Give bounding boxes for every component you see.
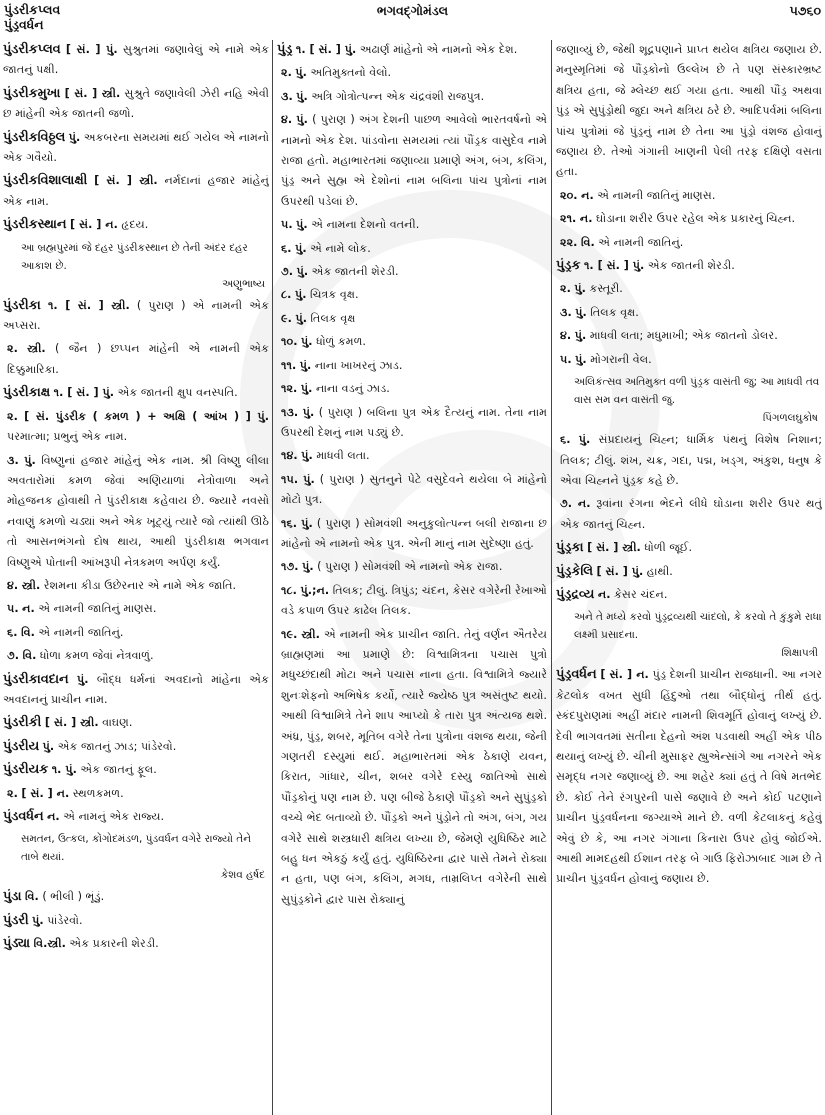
headword: પુંડ્રવર્ધન bbox=[556, 667, 597, 683]
sense-number: ૧૩. bbox=[281, 405, 299, 419]
page-title: ભગવદ્ગોમંડલ bbox=[376, 3, 449, 18]
entry-sense bbox=[3, 599, 269, 619]
sense-number: ૩. bbox=[7, 453, 19, 467]
dictionary-entry bbox=[3, 383, 269, 403]
citation-source: અણુભાષ્ય bbox=[222, 277, 265, 290]
sense-number: ૫. bbox=[7, 602, 19, 616]
grammar-label: પું. bbox=[32, 913, 44, 927]
column-1 bbox=[3, 40, 269, 1115]
grammar-label: [ સં. ] ન. bbox=[600, 668, 649, 682]
sense-number: ૪. bbox=[281, 113, 293, 127]
headword: પુંડરીકવિશાલાક્ષી bbox=[3, 173, 88, 189]
definition-text: પરમાત્મા; પ્રભુનું એક નામ. bbox=[7, 430, 128, 444]
entry-sense bbox=[277, 215, 547, 235]
definition-text: નાના ખાખરનું ઝાડ. bbox=[314, 358, 403, 372]
dictionary-entry bbox=[3, 128, 269, 169]
definition-text: સંપ્રદાયનું ચિહ્ન; ધાર્મિક પંથનું વિશેષ નિશાન; તિલક; ટીલું. શંખ, ચક્ર, ગદા, પદ્મ, ખડ્ગ, અંકુશ, ધનુષ કે એવા ચિહ્નને પુંડ્રક કહે છે. bbox=[560, 433, 822, 487]
definition-text: ( પુરાણ ) બલિના પુત્ર એક દૈત્યનું નામ. તેના નામ ઉપરથી દેશનું નામ પડ્યું છે. bbox=[281, 405, 547, 439]
grammar-label: પું. bbox=[296, 265, 309, 279]
headword: પુંડરી bbox=[3, 912, 29, 928]
grammar-label: સ્ત્રી. bbox=[27, 342, 46, 356]
grammar-label: પું. bbox=[76, 672, 89, 686]
entry-sense bbox=[556, 303, 822, 323]
definition-text: ધોળું કમળ. bbox=[316, 335, 366, 349]
sense-number: ૭. bbox=[7, 649, 20, 663]
definition-text: રૂવાંના રંગના ભેદને લીધે ઘોડાના શરીર ઉપર થતું એક જાતનું ચિહ્ન. bbox=[560, 497, 822, 531]
definition-text: ચિત્રક વૃક્ષ. bbox=[310, 288, 359, 302]
definition-text: એ નામની એક પ્રાચીન જાતિ. તેનું વર્ણન ઐતરેય બ્રાહ્મણમાં આ પ્રમાણે છે: વિશ્વામિત્રના પચાસ પુત્રો મધુચ્છંદાથી મોટા અને પચાસ નાના હતા. વિશ્વામિત્રે જ્યારે શુનઃશેફનો અભિષેક કર્યો, ત્યારે જ્યેષ્ઠ પુત્ર અસંતુષ્ટ થયો. આથી વિશ્વામિત્રે તેને શાપ આપ્યો કે તારા પુત્ર અંત્યજ થશે. અંધ્ર, પુંડ્ર, શબર, મૂતિબ વગેરે તેના પુત્રોના વંશજ થયા, જેની ગણતરી દસ્યુમાં થઈ. મહાભારતમાં એક ઠેકાણે યવન, કિરાત, ગાંધાર, ચીન, શબર વગેરે દસ્યુ જાતિઓ સાથે પૌંડ્રકોનું પણ નામ છે. પણ બીજે ઠેકાણે પૌંડ્રકો અને સુપુંડ્રકો વચ્ચે ભેદ બતાવ્યો છે. પૌંડ્રકો અને પુંડ્રોને તો અંગ, બંગ, ગય વગેરે સાથે શસ્ત્રધારી ક્ષત્રિય લખ્યા છે, જેમણે યુધિષ્ઠિર માટે બહુ ધન એકઠું કર્યું હતું. યુધિષ્ઠિરના દ્વાર પાસે તેમને રોક્યા ન હતા, પણ બંગ, કલિંગ, મગધ, તામ્રલિપ્ત વગેરેની સાથે સુપુંડ્રકોને દ્વાર પાસ રોક્યાનું bbox=[281, 627, 547, 906]
sense-number: ૨૧. bbox=[560, 212, 577, 226]
sense-number: ૨. bbox=[281, 66, 292, 80]
headword: પુંડ્રદ્રવ્ય bbox=[556, 586, 595, 602]
definition-text: એ નામની જાતિનું. bbox=[598, 235, 684, 249]
sense-number: ૮. bbox=[281, 288, 292, 302]
grammar-label: પું. bbox=[301, 449, 313, 463]
sense-number: ૪. bbox=[7, 578, 19, 592]
entry-sense bbox=[556, 186, 822, 206]
definition-text: ( પુરાણ ) સોમવંશી એ નામનો એક રાજા. bbox=[317, 560, 503, 574]
definition-text: તિલક વૃક્ષ. bbox=[590, 305, 639, 319]
sense-number: ૬. bbox=[7, 625, 18, 639]
grammar-label: ન. bbox=[581, 188, 594, 202]
citation-quote bbox=[3, 830, 269, 884]
grammar-label: વિ. bbox=[21, 625, 35, 639]
grammar-label: પું. bbox=[301, 516, 313, 530]
dictionary-entry bbox=[3, 171, 269, 212]
definition-text: એ નામની જાતિનું માણસ. bbox=[597, 188, 716, 202]
headword: પુંડ્યા bbox=[3, 936, 31, 952]
entry-sense bbox=[277, 239, 547, 259]
definition-text: એક જાતની શેરડી. bbox=[647, 259, 735, 273]
entry-sense bbox=[277, 379, 547, 399]
entry-sense bbox=[556, 209, 822, 229]
definition-text: કેસર ચંદન. bbox=[614, 587, 668, 601]
entry-sense bbox=[3, 407, 269, 448]
grammar-label: પું. bbox=[295, 66, 307, 80]
grammar-label: [ સં. ] સ્ત્રી. bbox=[64, 86, 121, 100]
grammar-label: પું. bbox=[303, 472, 315, 486]
sense-number: ૧૪. bbox=[281, 449, 298, 463]
citation-text: અને તે મધ્યે કરવો પુંડ્રદ્રવ્યથી ચાંદલો, કે કરવો તે કુંકુમે રાધા લક્ષ્મી પ્રસાદના. bbox=[574, 611, 822, 642]
sense-number: ૯. bbox=[281, 311, 292, 325]
sense-number: ૨. bbox=[7, 342, 18, 356]
column-divider bbox=[272, 40, 273, 1115]
entry-sense bbox=[556, 326, 822, 346]
grammar-label: ૧. [ સં. ] સ્ત્રી. bbox=[47, 298, 130, 312]
grammar-label: ૧. [ સં. ] પું. bbox=[53, 386, 115, 400]
definition-text: એ નામનું એક રાજ્ય. bbox=[63, 810, 165, 823]
entry-sense bbox=[277, 581, 547, 622]
definition-text: નાના વડનું ઝાડ. bbox=[315, 382, 390, 396]
dictionary-entry bbox=[3, 84, 269, 125]
citation-quote bbox=[556, 608, 822, 662]
headword: પુંડરીકાક્ષ bbox=[3, 385, 51, 401]
definition-text: એ નામે લોક. bbox=[310, 241, 371, 255]
grammar-label: પું. bbox=[575, 305, 587, 319]
grammar-label: પું. bbox=[301, 335, 313, 349]
grammar-label: વિ.સ્ત્રી. bbox=[33, 937, 66, 951]
headword: પુંડરીકાવદાન bbox=[3, 671, 69, 687]
grammar-label: પું. bbox=[302, 405, 315, 419]
definition-text: હૃદય. bbox=[121, 218, 149, 232]
grammar-label: પું. bbox=[295, 311, 307, 325]
headword: પુંડરીકપ્લવ bbox=[3, 42, 61, 57]
citation-source: શિક્ષાપત્રી bbox=[781, 647, 818, 660]
definition-text: એ નામના દેશનો વતની. bbox=[311, 218, 420, 232]
sense-number: ૧૭. bbox=[281, 560, 299, 574]
headword: પુંડા bbox=[3, 889, 22, 905]
grammar-label: પું. bbox=[296, 89, 308, 103]
sense-number: ૨. bbox=[7, 409, 18, 423]
definition-text: એક જાતની ક્ષુપ વનસ્પતિ. bbox=[117, 386, 238, 400]
page-number: ૫૭૬૦ bbox=[789, 3, 821, 18]
headword: પુંડવર્ધન bbox=[3, 809, 44, 824]
entry-continuation bbox=[556, 40, 822, 183]
citation-text: સમતન, ઉત્કલ, કોંગોદમંડળ, પુંડવર્ધન વગેરે રાજ્યો તેને તાબે થયાં. bbox=[21, 833, 251, 864]
definition-text: તિલક વૃક્ષ bbox=[310, 311, 356, 325]
headword: પુંડરીકમુખા bbox=[3, 85, 61, 101]
grammar-label: ન. bbox=[577, 497, 591, 511]
definition-text: બૌદ્ધ ધર્મનાં અવદાનો માંહેના એક અવદાનનું પ્રાચીન નામ. bbox=[3, 672, 269, 706]
dictionary-entry bbox=[3, 40, 269, 81]
definition-text: એક જાતનું ઝાડ; પાંડેરવો. bbox=[57, 739, 177, 753]
grammar-label: સ્ત્રી. bbox=[21, 578, 41, 592]
definition-text: તિલક; ટીલું. ત્રિપુંડ; ચંદન, કેસર વગેરેની રેખાઓ વડે કપાળ ઉપર કાઢેલ તિલક. bbox=[281, 583, 547, 618]
sense-number: ૧૮. bbox=[281, 583, 297, 597]
dictionary-entry bbox=[556, 562, 822, 582]
entry-sense bbox=[556, 350, 822, 370]
sense-number: ૧૨. bbox=[281, 382, 298, 396]
dictionary-columns bbox=[0, 40, 825, 1115]
grammar-label: વિ. bbox=[580, 235, 595, 249]
dictionary-entry bbox=[277, 40, 547, 60]
definition-text: નર્મદાનાં હજાર માંહેનું એક નામ. bbox=[3, 174, 269, 208]
dictionary-entry bbox=[3, 807, 269, 827]
dictionary-entry bbox=[3, 887, 269, 907]
citation-source: પિંગળલઘુકોષ bbox=[762, 412, 818, 425]
sense-number: ૭. bbox=[281, 265, 294, 279]
grammar-label: ૧. પું. bbox=[51, 763, 77, 777]
entry-sense bbox=[277, 514, 547, 555]
entry-sense bbox=[277, 557, 547, 577]
grammar-label: [ સં. ] ન. bbox=[70, 218, 118, 232]
dictionary-entry bbox=[556, 538, 822, 558]
definition-text: વિષ્ણુનાં હજાર માંહેનું એક નામ. શ્રી વિષ્ણુ લીલા અવતારોમાં કમળ જેવાં અણિયાળાં નેત્રોવાળા અને મોહજનક હોવાથી તે પુંડરીકાક્ષ કહેવાય છે. જ્યારે નવસો નવાણું કમળો ચડ્યાં અને એક ખૂટ્યું ત્યારે જો ત્યાંથી ઊઠે તો આસનભંગનો દોષ થાય, આથી પુંડરીકાક્ષ ભગવાન વિષ્ણુએ પોતાની આંખરૂપી નેત્રકમળ અર્પણ કર્યું. bbox=[7, 453, 269, 569]
entry-sense bbox=[556, 279, 822, 299]
headword: પુંડ્રકેલિ bbox=[556, 563, 593, 579]
headword: પુંડરીય bbox=[3, 738, 40, 754]
entry-sense bbox=[3, 339, 269, 380]
guide-word-last: પુંડ્રવર્ધન bbox=[4, 17, 44, 32]
citation-quote bbox=[3, 239, 269, 293]
grammar-label: પું. bbox=[578, 433, 591, 447]
definition-text: અકબરના સમયમાં થઈ ગયેલ એ નામનો એક ગવૈયો. bbox=[3, 130, 269, 165]
headword: પુંડ્ર bbox=[277, 42, 293, 57]
sense-number: ૬. bbox=[560, 433, 571, 447]
sense-number: ૩. bbox=[281, 89, 293, 103]
dictionary-entry bbox=[3, 760, 269, 780]
definition-text: એક જાતની શેરડી. bbox=[311, 265, 399, 279]
definition-text: સુશ્રુતે જણાવેલી ઝેરી નહિ એવી છ માંહેની એક જાતની જળો. bbox=[3, 86, 269, 121]
definition-text: અઢાર્ણ માંહેનો એ નામનો એક દેશ. bbox=[359, 43, 518, 56]
definition-text: સ્થળકમળ. bbox=[72, 786, 124, 800]
definition-text: પાંડેરવો. bbox=[47, 913, 83, 927]
page-header bbox=[0, 0, 825, 38]
dictionary-entry bbox=[3, 911, 269, 931]
entry-sense bbox=[556, 233, 822, 253]
entry-sense bbox=[3, 646, 269, 666]
entry-sense bbox=[277, 87, 547, 107]
entry-sense bbox=[3, 451, 269, 573]
grammar-label: પું. bbox=[294, 288, 307, 302]
entry-sense bbox=[3, 576, 269, 596]
grammar-label: [ સં. ] સ્ત્રી. bbox=[44, 716, 99, 730]
grammar-label: ન. bbox=[597, 587, 611, 601]
entry-sense bbox=[277, 285, 547, 305]
citation-text: અલિકંત્સવ અતિમુક્ત વળી પુંડ્રક વાસંતી જુ; આ માધવી તવ વાસ સમ વન વાસંતી જુ. bbox=[574, 376, 820, 407]
sense-number: ૧૫. bbox=[281, 472, 299, 486]
sense-number: ૨. bbox=[7, 786, 18, 800]
citation-source: કેશવ હર્ષદ bbox=[220, 869, 265, 882]
grammar-label: પું. bbox=[575, 352, 587, 366]
sense-number: ૧૧. bbox=[281, 358, 297, 372]
entry-sense bbox=[277, 446, 547, 466]
definition-text: હાથી. bbox=[646, 564, 673, 578]
sense-number: ૬. bbox=[281, 241, 292, 255]
entry-sense bbox=[277, 625, 547, 911]
grammar-label: [ સં. ] સ્ત્રી. bbox=[94, 174, 158, 188]
grammar-label: પું. bbox=[299, 358, 312, 372]
grammar-label: ન. bbox=[22, 602, 35, 616]
entry-sense bbox=[277, 403, 547, 444]
entry-sense bbox=[277, 470, 547, 511]
headword: પુંડરીકા bbox=[3, 297, 41, 313]
column-3 bbox=[556, 40, 822, 1115]
sense-number: ૧૬. bbox=[281, 516, 297, 530]
entry-sense bbox=[556, 430, 822, 491]
grammar-label: ૧. [ સં. ] પું. bbox=[295, 43, 357, 56]
entry-sense bbox=[277, 332, 547, 352]
grammar-label: [ સં. પુંડરીક ( કમળ ) + અક્ષિ ( આંખ ) ] પું. bbox=[24, 409, 269, 423]
definition-text: ઘોડાના શરીર ઉપર રહેલ એક પ્રકારનું ચિહ્ન. bbox=[596, 212, 796, 226]
definition-text: એક જાતનું ફૂલ. bbox=[80, 763, 157, 777]
grammar-label: સ્ત્રી. bbox=[301, 627, 320, 641]
dictionary-entry bbox=[3, 934, 269, 954]
sense-number: ૨૦. bbox=[560, 188, 578, 202]
column-2 bbox=[277, 40, 547, 1115]
dictionary-entry bbox=[3, 670, 269, 711]
sense-number: ૨૨. bbox=[560, 235, 578, 249]
entry-sense bbox=[3, 623, 269, 643]
grammar-label: [ સં. ] સ્ત્રી. bbox=[587, 541, 641, 555]
dictionary-entry bbox=[3, 737, 269, 757]
grammar-label: વિ. bbox=[22, 649, 37, 663]
definition-text: ( જૈન ) છપ્પન માંહેની એ નામની એક દિક્કુમારિકા. bbox=[7, 342, 269, 376]
entry-sense bbox=[277, 110, 547, 212]
definition-text: અતિમુક્તનો વેલો. bbox=[310, 66, 392, 80]
definition-text: એ નામની જાતિનું. bbox=[38, 625, 124, 639]
definition-text: ( પુરાણ ) એ નામની એક અપ્સરા. bbox=[3, 298, 269, 333]
definition-text: રેશમના કીડા ઉછેરનાર એ નામે એક જાતિ. bbox=[43, 578, 237, 592]
headword: પુંડરીકી bbox=[3, 715, 42, 731]
definition-text: અત્રિ ગોત્રોત્પન્ન એક ચંદ્રવંશી રાજપુત્ર. bbox=[311, 89, 485, 103]
grammar-label: પું. bbox=[68, 130, 81, 144]
dictionary-entry bbox=[556, 665, 822, 889]
sense-number: ૪. bbox=[560, 329, 572, 343]
column-divider bbox=[551, 40, 552, 1115]
entry-sense bbox=[277, 262, 547, 282]
headword: પુંડ્રક bbox=[556, 258, 581, 274]
grammar-label: પું.;ન. bbox=[300, 583, 330, 597]
definition-text: ( પુરાણ ) સુતનુને પેટે વસુદેવને થયેલા બે માંહેનો મોટો પુત્ર. bbox=[281, 472, 547, 507]
grammar-label: [ સં. ] ન. bbox=[21, 786, 70, 800]
definition-text: સુશ્રુતમાં જણાવેલું એ નામે એક જાતનું પક્ષી. bbox=[3, 43, 269, 77]
entry-sense bbox=[277, 63, 547, 83]
definition-text: માધવી લતા. bbox=[316, 449, 370, 463]
dictionary-entry bbox=[3, 713, 269, 733]
dictionary-entry bbox=[556, 585, 822, 605]
sense-number: ૩. bbox=[560, 305, 572, 319]
grammar-label: પું. bbox=[574, 282, 586, 296]
grammar-label: ન. bbox=[579, 212, 593, 226]
definition-text: ( ભીલી ) ભૂંડું. bbox=[42, 890, 105, 904]
grammar-label: પું. bbox=[24, 453, 36, 467]
grammar-label: વિ. bbox=[25, 890, 39, 904]
headword: પુંડરીકસ્થાન bbox=[3, 217, 67, 233]
citation-text: આ બ્રહ્મપુરમાં જે દહર પુંડરીકસ્થાન છે તેની અંદર દહર આકાશ છે. bbox=[21, 241, 248, 272]
sense-number: ૧૯. bbox=[281, 627, 298, 641]
sense-number: ૫. bbox=[560, 352, 572, 366]
dictionary-entry bbox=[3, 296, 269, 337]
citation-quote bbox=[556, 373, 822, 427]
grammar-label: [ સં. ] પું. bbox=[65, 43, 118, 56]
definition-text: માધવી લતા; મધુમાખી; એક જાતનો ડોલર. bbox=[589, 329, 778, 343]
guide-word-first: પુંડરીકપ્લવ bbox=[4, 2, 61, 17]
entry-sense bbox=[556, 494, 822, 535]
grammar-label: ન. bbox=[47, 810, 60, 823]
headword: પુંડ્રકા bbox=[556, 540, 584, 556]
grammar-label: પું. bbox=[295, 241, 307, 255]
definition-text: ધોળી જૂઈ. bbox=[644, 541, 693, 555]
definition-text: મોગરાની વેલ. bbox=[590, 352, 652, 366]
grammar-label: પું. bbox=[302, 560, 314, 574]
definition-text: પુંડ્ર દેશની પ્રાચીન રાજધાની. આ નગર કેટલોક વખત સુધી હિંદુઓ તથા બૌદ્ધોનું તીર્થ હતું. સ્કંદપુરાણમાં અહીં મંદાર નામની શિવમૂર્તિ હોવાનું લખ્યું છે. દેવી ભાગવતમાં સતીના દેહનો અંશ પડવાથી અહીં એક પીઠ થયાનું લખ્યું છે. ચીની મુસાફર હ્યુએન્સાંગે આ નગરને એક સમૃદ્ધ નગર જણાવ્યું છે. આ શહેર ક્યાં હતું તે વિષે મતભેદ છે. કોઈ તેને રંગપુરની પાસે જણાવે છે અને કોઈ પટણાને પ્રાચીન પુંડ્રવર્ધનના જગ્યાએ માને છે. વળી કેટલાકનું કહેવું એવું છે કે, આ નગર ગંગાના કિનારા ઉપર હોવું જોઈએ. આથી મામદહથી ઈશાન તરફ બે ગાઉ ફિરોઝાબાદ ગામ છે તે પ્રાચીન પુંડ્રવર્ધન હોવાનું જણાય છે. bbox=[556, 668, 822, 886]
dictionary-entry bbox=[3, 215, 269, 235]
headword: પુંડરીકવિઠ્ઠલ bbox=[3, 129, 66, 145]
entry-sense bbox=[277, 309, 547, 329]
grammar-label: [ સં. ] પું. bbox=[596, 564, 644, 578]
definition-text: ( પુરાણ ) અંગ દેશની પાછળ આવેલો ભારતવર્ષનો એ નામનો એક દેશ. પાંડવોના સમયમાં ત્યાં પૌંડ્રક વાસુદેવ નામે રાજા હતો. મહાભારતમાં જણાવ્યા પ્રમાણે અંગ, બંગ, કલિંગ, પુંડ્ર અને સુહ્મ એ દેશોનાં નામ બલિના પાંચ પુત્રોનાં નામ ઉપરથી પડેલાં છે. bbox=[281, 113, 547, 208]
grammar-label: પું. bbox=[42, 739, 55, 753]
sense-number: ૨. bbox=[560, 282, 571, 296]
grammar-label: ૧. [ સં. ] પું. bbox=[583, 259, 645, 273]
entry-sense bbox=[3, 784, 269, 804]
sense-number: ૭. bbox=[560, 497, 573, 511]
sense-number: ૧૦. bbox=[281, 335, 298, 349]
grammar-label: પું. bbox=[296, 218, 308, 232]
definition-text: જણાવ્યું છે, જેથી શૂદ્રપણાને પ્રાપ્ત થયેલ ક્ષત્રિય જણાય છે. મનુસ્મૃતિમાં જે પૌંડ્રકોનો ઉલ્લેખ છે તે પણ સંસ્કારભ્રષ્ટ ક્ષત્રિય હતા, જે મ્લેચ્છ થઈ ગયા હતા. આથી પૌંડ્ર અથવા પુંડ્ર એ સુપુંડ્રોથી જુદા અને ક્ષત્રિય ઠરે છે. આદિપર્વમાં બલિના પાંચ પુત્રોમાં જે પુંડ્રનું નામ છે તેના આ પુંડ્રો વંશજ હોવાનું જણાય છે. તેઓ ગંગાની ખાણની પેલી તરફ દક્ષિણે વસતા હતા. bbox=[556, 43, 822, 179]
definition-text: એ નામની જાતિનું માણસ. bbox=[38, 602, 157, 616]
definition-text: કસ્તૂરી. bbox=[589, 282, 623, 296]
grammar-label: પું. bbox=[574, 329, 587, 343]
definition-text: ધોળા કમળ જેવાં નેત્રવાળું. bbox=[39, 649, 154, 663]
grammar-label: પું. bbox=[300, 382, 313, 396]
definition-text: ( પુરાણ ) સોમવંશી અનુકુલોત્પન્ન બલી રાજાના છ માંહેનો એ નામનો એક પુત્ર. એની માનું નામ સુદેષ્ણા હતું. bbox=[281, 516, 547, 550]
dictionary-entry bbox=[556, 256, 822, 276]
definition-text: એક પ્રકારની શેરડી. bbox=[69, 937, 159, 951]
entry-sense bbox=[277, 356, 547, 376]
sense-number: ૫. bbox=[281, 218, 293, 232]
headword: પુંડરીયક bbox=[3, 762, 49, 778]
definition-text: વાઘણ. bbox=[102, 716, 133, 730]
grammar-label: પું. bbox=[296, 113, 308, 127]
